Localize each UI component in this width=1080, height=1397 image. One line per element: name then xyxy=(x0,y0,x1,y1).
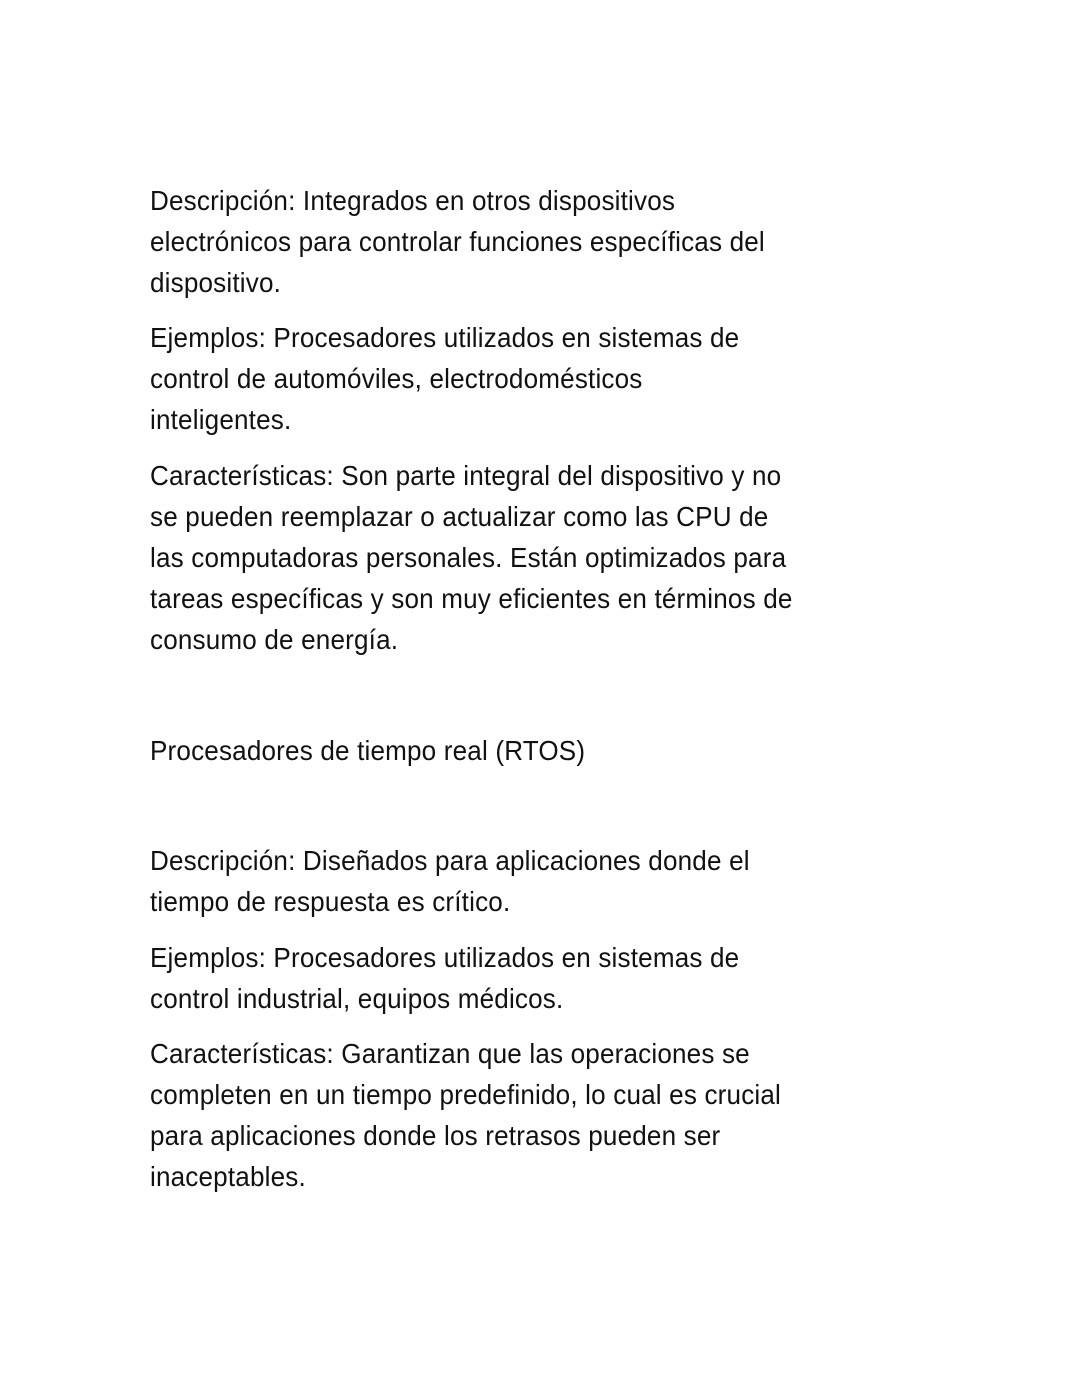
text-line: completen en un tiempo predefinido, lo cual es crucial xyxy=(150,1079,782,1110)
text-line: Descripción: Integrados en otros dispositivos xyxy=(150,185,676,216)
text-line: inteligentes. xyxy=(150,404,292,435)
text-line: Ejemplos: Procesadores utilizados en sistemas de xyxy=(150,942,740,973)
section-heading: Procesadores de tiempo real (RTOS) xyxy=(150,735,586,766)
text-line: tiempo de respuesta es crítico. xyxy=(150,886,511,917)
text-line: control industrial, equipos médicos. xyxy=(150,983,564,1014)
text-line: se pueden reemplazar o actualizar como las CPU de xyxy=(150,501,769,532)
text-line: consumo de energía. xyxy=(150,624,399,655)
text-line: Descripción: Diseñados para aplicaciones donde el xyxy=(150,845,750,876)
text-line: Características: Son parte integral del dispositivo y no xyxy=(150,460,782,491)
text-line: Características: Garantizan que las operaciones se xyxy=(150,1038,750,1069)
text-line: dispositivo. xyxy=(150,267,282,298)
text-line: control de automóviles, electrodomésticos xyxy=(150,363,643,394)
text-line: tareas específicas y son muy eficientes en términos de xyxy=(150,583,793,614)
text-line: las computadoras personales. Están optimizados para xyxy=(150,542,787,573)
text-line: inaceptables. xyxy=(150,1161,306,1192)
text-line: para aplicaciones donde los retrasos pueden ser xyxy=(150,1120,721,1151)
text-line: Ejemplos: Procesadores utilizados en sistemas de xyxy=(150,322,740,353)
text-line: electrónicos para controlar funciones específicas del xyxy=(150,226,765,257)
